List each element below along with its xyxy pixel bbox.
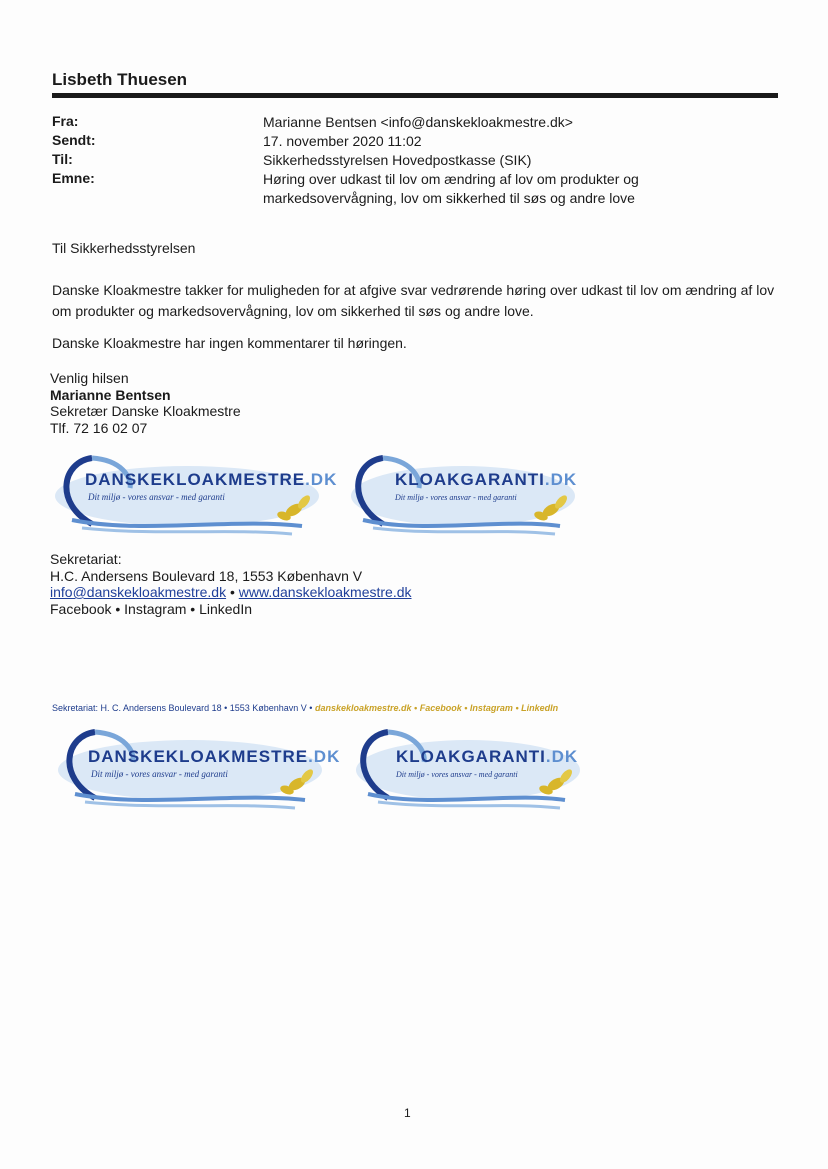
footer-sep-2: •	[464, 703, 468, 713]
logo-danske-kloakmestre	[52, 448, 338, 536]
signature-closing: Venlig hilsen	[50, 370, 129, 386]
secretariat-block	[50, 551, 412, 617]
logo-kloakgaranti-graphic	[345, 448, 578, 536]
body-paragraph-1: Danske Kloakmestre takker for muligheden for at afgive svar vedrørende høring over udkast til lov om ændring af lov om produkter og markedsovervågning, lov om sikkerhed til søs og andre love.	[52, 282, 775, 319]
logo-kloakgaranti-footer-graphic	[350, 722, 580, 810]
svg-text:Dit miljø - vores ansvar - med: Dit miljø - vores ansvar - med garanti	[396, 770, 518, 779]
header-label-subject: Emne:	[52, 170, 95, 186]
sender-title: Lisbeth Thuesen	[52, 70, 188, 89]
letterhead-footer	[52, 703, 558, 713]
secretariat-label: Sekretariat:	[50, 551, 122, 567]
logo-kloakgaranti	[345, 448, 578, 536]
header-value-sent: 17. november 2020 11:02	[263, 133, 422, 149]
footer-address: Sekretariat: H. C. Andersens Boulevard 18 • 1553 København V •	[52, 703, 313, 713]
link-separator: •	[229, 584, 235, 600]
logo-danske-kloakmestre-graphic	[52, 448, 338, 536]
svg-text:KLOAKGARANTI.DK: KLOAKGARANTI.DK	[396, 747, 579, 766]
signature-name: Marianne Bentsen	[50, 386, 171, 403]
header-value-subject: Høring over udkast til lov om ændring af lov om produkter og markedsovervågning, lov om sikkerhed til søs og andre love	[263, 171, 639, 206]
footer-facebook: Facebook	[419, 703, 462, 713]
svg-text:Dit miljø - vores ansvar - med: Dit miljø - vores ansvar - med garanti	[91, 769, 228, 779]
header-label-sent: Sendt:	[52, 132, 96, 148]
svg-text:KLOAKGARANTI.DK: KLOAKGARANTI.DK	[395, 470, 578, 489]
header-label-from: Fra:	[52, 113, 79, 129]
footer-instagram: Instagram	[469, 703, 513, 713]
svg-text:DANSKEKLOAKMESTRE.DK: DANSKEKLOAKMESTRE.DK	[85, 470, 338, 489]
logo-danske-kloakmestre-footer	[55, 722, 341, 810]
email-link[interactable]: info@danskekloakmestre.dk	[50, 584, 227, 600]
footer-sep-1: •	[414, 703, 418, 713]
footer-sep-3: •	[515, 703, 519, 713]
logo-kloakgaranti-footer	[350, 722, 580, 810]
website-link[interactable]: www.danskekloakmestre.dk	[238, 584, 412, 600]
header-rule	[52, 93, 778, 98]
footer-web: danskekloakmestre.dk	[314, 703, 412, 713]
signature-role: Sekretær Danske Kloakmestre	[50, 403, 241, 419]
signature-block	[50, 370, 241, 436]
page-number: 1	[404, 1106, 411, 1120]
body-paragraph-2: Danske Kloakmestre har ingen kommentarer til høringen.	[52, 335, 407, 351]
header-label-to: Til:	[52, 151, 73, 167]
header-value-from: Marianne Bentsen <info@danskekloakmestre.dk>	[263, 114, 573, 130]
svg-text:Dit miljø - vores ansvar - med: Dit miljø - vores ansvar - med garanti	[88, 492, 225, 502]
footer-linkedin: LinkedIn	[521, 703, 559, 713]
secretariat-address: H.C. Andersens Boulevard 18, 1553 København V	[50, 567, 363, 584]
logo-danske-kloakmestre-footer-graphic	[55, 722, 341, 810]
greeting: Til Sikkerhedsstyrelsen	[52, 240, 196, 256]
signature-phone: Tlf. 72 16 02 07	[50, 419, 148, 436]
svg-text:DANSKEKLOAKMESTRE.DK: DANSKEKLOAKMESTRE.DK	[88, 747, 341, 766]
header-value-to: Sikkerhedsstyrelsen Hovedpostkasse (SIK)	[263, 152, 532, 168]
social-links: Facebook • Instagram • LinkedIn	[50, 600, 253, 617]
contact-links	[50, 584, 412, 601]
svg-text:Dit miljø - vores ansvar - med: Dit miljø - vores ansvar - med garanti	[395, 493, 517, 502]
